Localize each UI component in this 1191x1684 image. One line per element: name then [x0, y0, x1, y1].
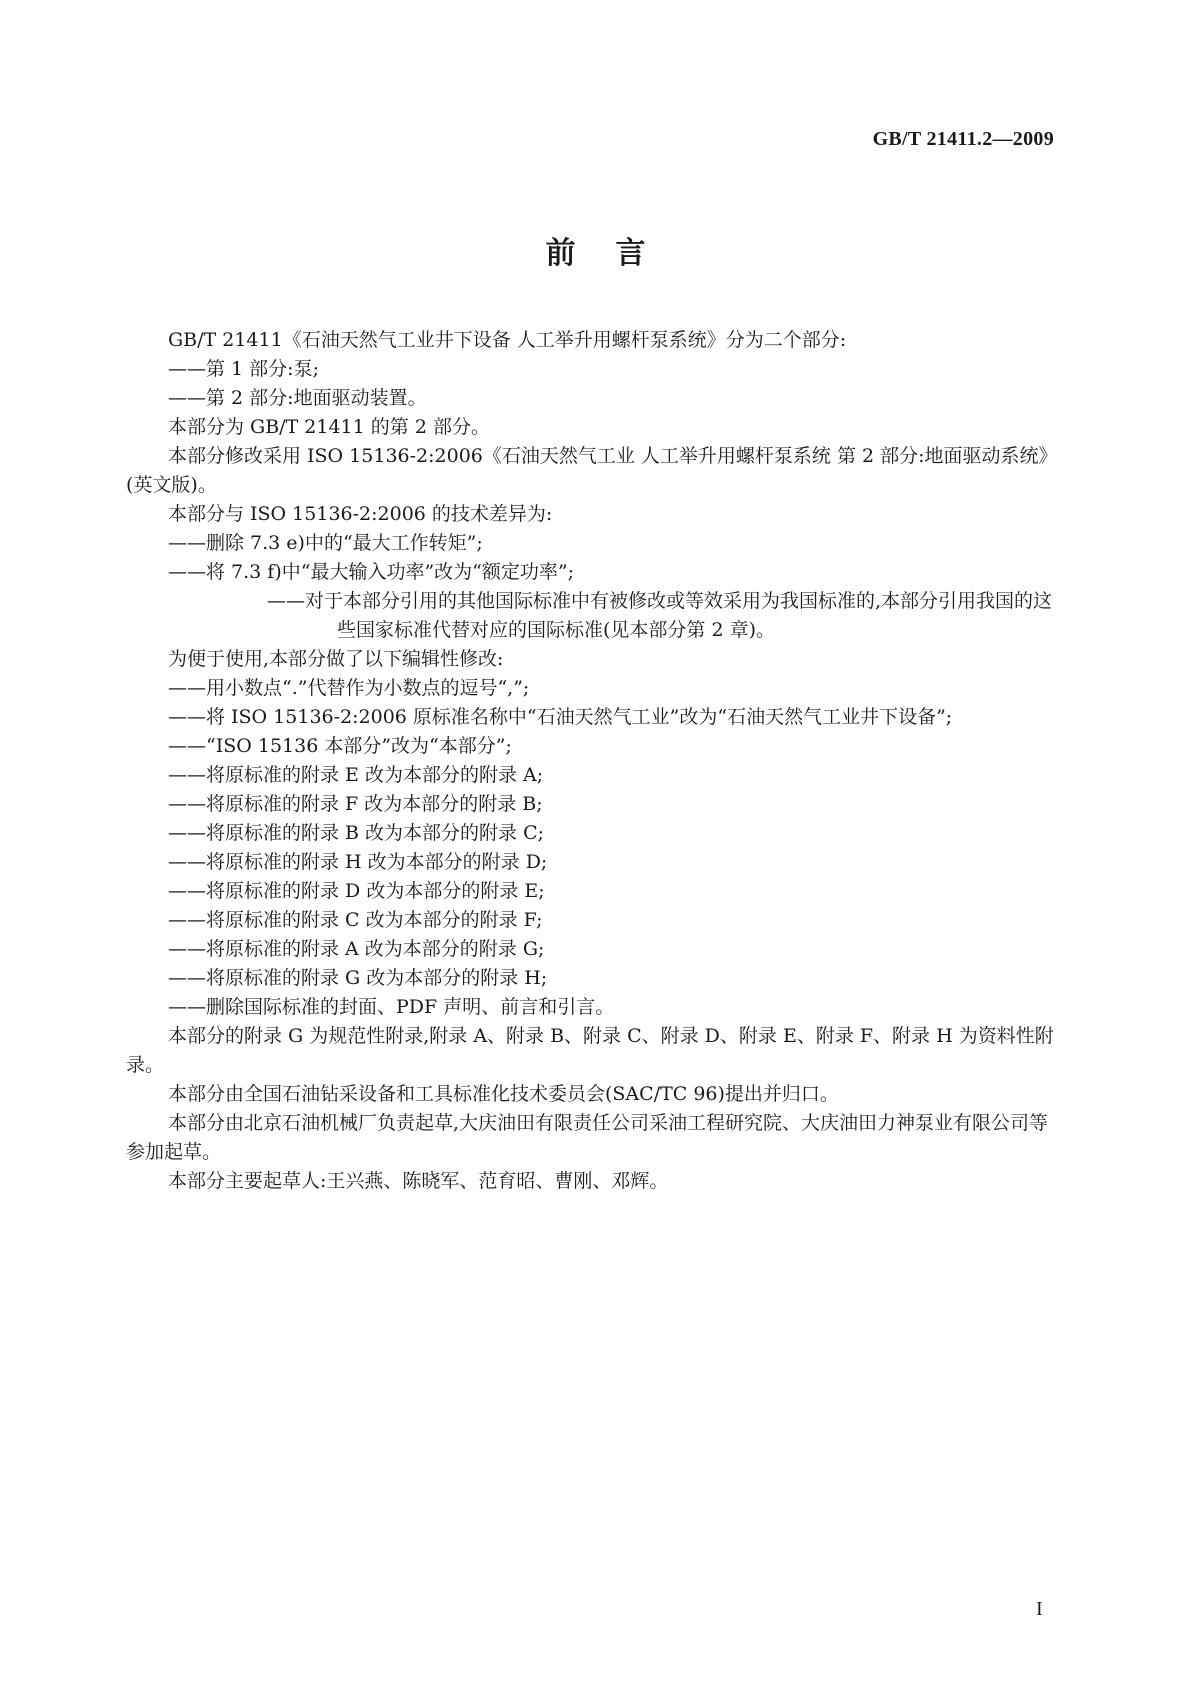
- paragraph-proposer: 本部分由全国石油钻采设备和工具标准化技术委员会(SAC/TC 96)提出并归口。: [168, 1083, 839, 1105]
- list-item-edit-1: ——用小数点“.”代替作为小数点的逗号“,”;: [168, 677, 530, 699]
- paragraph-tech-diff: 本部分与 ISO 15136-2:2006 的技术差异为:: [168, 503, 553, 525]
- list-item-part2: ——第 2 部分:地面驱动装置。: [168, 387, 427, 409]
- list-item-diff-1: ——删除 7.3 e)中的“最大工作转矩”;: [168, 532, 483, 554]
- list-item-part1: ——第 1 部分:泵;: [168, 358, 319, 380]
- standard-code: GB/T 21411.2—2009: [872, 128, 1054, 150]
- list-item-edit-2: ——将 ISO 15136-2:2006 原标准名称中“石油天然气工业”改为“石油天然气工业井下设备”;: [168, 706, 953, 728]
- paragraph-editorial: 为便于使用,本部分做了以下编辑性修改:: [168, 648, 504, 670]
- list-item-annex-g: ——将原标准的附录 A 改为本部分的附录 G;: [168, 938, 545, 960]
- list-item-annex-f: ——将原标准的附录 C 改为本部分的附录 F;: [168, 909, 543, 931]
- list-item-diff-2: ——将 7.3 f)中“最大输入功率”改为“额定功率”;: [168, 561, 574, 583]
- list-item-annex-a: ——将原标准的附录 E 改为本部分的附录 A;: [168, 764, 544, 786]
- list-item-annex-d: ——将原标准的附录 H 改为本部分的附录 D;: [168, 851, 548, 873]
- list-item-annex-h: ——将原标准的附录 G 改为本部分的附录 H;: [168, 967, 548, 989]
- list-item-delete-cover: ——删除国际标准的封面、PDF 声明、前言和引言。: [168, 996, 615, 1018]
- list-item-annex-b: ——将原标准的附录 F 改为本部分的附录 B;: [168, 793, 543, 815]
- paragraph-drafters-org: 本部分由北京石油机械厂负责起草,大庆油田有限责任公司采油工程研究院、大庆油田力神泵业有限公司等参加起草。: [126, 1112, 1049, 1163]
- page-title: 前言: [545, 236, 686, 271]
- list-item-annex-c: ——将原标准的附录 B 改为本部分的附录 C;: [168, 822, 545, 844]
- list-item-edit-3: ——“ISO 15136 本部分”改为“本部分”;: [168, 735, 512, 757]
- paragraph-part-note: 本部分为 GB/T 21411 的第 2 部分。: [168, 416, 490, 438]
- foreword-body: [126, 326, 1054, 1196]
- list-item-annex-e: ——将原标准的附录 D 改为本部分的附录 E;: [168, 880, 545, 902]
- paragraph-annex-types: 本部分的附录 G 为规范性附录,附录 A、附录 B、附录 C、附录 D、附录 E、附录 F、附录 H 为资料性附录。: [126, 1025, 1054, 1076]
- paragraph-adoption: 本部分修改采用 ISO 15136-2:2006《石油天然气工业 人工举升用螺杆泵系统 第 2 部分:地面驱动系统》(英文版)。: [126, 445, 1049, 496]
- paragraph-drafters: 本部分主要起草人:王兴燕、陈晓军、范育昭、曹刚、邓辉。: [168, 1170, 669, 1192]
- paragraph-intro: GB/T 21411《石油天然气工业井下设备 人工举升用螺杆泵系统》分为二个部分:: [168, 329, 847, 351]
- page-number: I: [1036, 1598, 1043, 1620]
- list-item-diff-3: ——对于本部分引用的其他国际标准中有被修改或等效采用为我国标准的,本部分引用我国的这些国家标准代替对应的国际标准(见本部分第 2 章)。: [267, 590, 1053, 641]
